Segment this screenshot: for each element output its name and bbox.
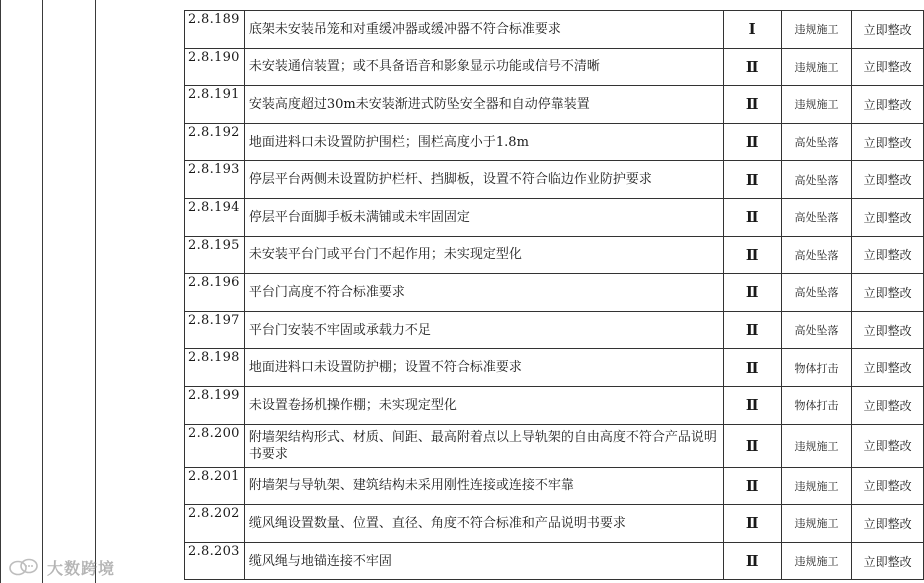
code-cell: 2.8.189 [185,11,245,49]
table-row [185,311,924,349]
action-cell: 立即整改 [852,424,924,467]
action-cell: 立即整改 [852,236,924,274]
table-row [185,386,924,424]
category-cell: 高处坠落 [781,236,852,274]
description-cell: 平台门安装不牢固或承载力不足 [244,311,723,349]
table-row [185,467,924,505]
table-row [185,236,924,274]
description-cell: 停层平台面脚手板未满铺或未牢固固定 [244,198,723,236]
hazard-level-cell: Ⅱ [723,274,781,312]
table-row [185,274,924,312]
table-row [185,542,924,580]
category-cell: 高处坠落 [781,311,852,349]
code-cell: 2.8.191 [185,86,245,124]
category-cell: 违规施工 [781,424,852,467]
category-cell: 高处坠落 [781,161,852,199]
category-cell: 高处坠落 [781,123,852,161]
code-cell: 2.8.192 [185,123,245,161]
action-cell: 立即整改 [852,349,924,387]
hazard-level-cell: Ⅱ [723,48,781,86]
code-cell: 2.8.201 [185,467,245,505]
table-row [185,505,924,543]
description-cell: 地面进料口未设置防护棚；设置不符合标准要求 [244,349,723,387]
code-cell: 2.8.203 [185,542,245,580]
hazard-level-cell: Ⅱ [723,161,781,199]
category-cell: 物体打击 [781,386,852,424]
hazard-level-cell: Ⅱ [723,424,781,467]
code-cell: 2.8.198 [185,349,245,387]
code-cell: 2.8.197 [185,311,245,349]
table-row [185,48,924,86]
category-cell: 高处坠落 [781,198,852,236]
description-cell: 底架未安装吊笼和对重缓冲器或缓冲器不符合标准要求 [244,11,723,49]
hazard-level-cell: Ⅱ [723,505,781,543]
left-border-line-1 [0,0,1,583]
code-cell: 2.8.200 [185,424,245,467]
hazard-level-cell: Ⅱ [723,86,781,124]
code-cell: 2.8.195 [185,236,245,274]
left-border-line-3 [95,0,96,583]
code-cell: 2.8.190 [185,48,245,86]
description-cell: 附墙架结构形式、材质、间距、最高附着点以上导轨架的自由高度不符合产品说明书要求 [244,424,723,467]
action-cell: 立即整改 [852,198,924,236]
chat-bubbles-icon [8,558,42,578]
description-cell: 附墙架与导轨架、建筑结构未采用刚性连接或连接不牢靠 [244,467,723,505]
left-border-line-2 [42,0,43,583]
category-cell: 违规施工 [781,86,852,124]
action-cell: 立即整改 [852,542,924,580]
code-cell: 2.8.194 [185,198,245,236]
description-cell: 地面进料口未设置防护围栏；围栏高度小于1.8m [244,123,723,161]
description-cell: 未安装平台门或平台门不起作用；未实现定型化 [244,236,723,274]
action-cell: 立即整改 [852,123,924,161]
description-cell: 缆风绳与地锚连接不牢固 [244,542,723,580]
table-row [185,123,924,161]
hazard-table-body [185,11,924,580]
description-cell: 停层平台两侧未设置防护栏杆、挡脚板，设置不符合临边作业防护要求 [244,161,723,199]
category-cell: 违规施工 [781,48,852,86]
hazard-level-cell: Ⅱ [723,386,781,424]
code-cell: 2.8.202 [185,505,245,543]
hazard-level-cell: Ⅱ [723,123,781,161]
code-cell: 2.8.199 [185,386,245,424]
hazard-level-cell: Ⅱ [723,198,781,236]
hazard-level-cell: Ⅰ [723,11,781,49]
action-cell: 立即整改 [852,48,924,86]
hazard-level-cell: Ⅱ [723,349,781,387]
table-row [185,198,924,236]
table-row [185,424,924,467]
action-cell: 立即整改 [852,311,924,349]
action-cell: 立即整改 [852,467,924,505]
category-cell: 违规施工 [781,11,852,49]
action-cell: 立即整改 [852,161,924,199]
code-cell: 2.8.193 [185,161,245,199]
description-cell: 未设置卷扬机操作棚；未实现定型化 [244,386,723,424]
category-cell: 高处坠落 [781,274,852,312]
table-row [185,86,924,124]
hazard-level-cell: Ⅱ [723,311,781,349]
action-cell: 立即整改 [852,11,924,49]
action-cell: 立即整改 [852,505,924,543]
hazard-table [184,10,924,580]
action-cell: 立即整改 [852,386,924,424]
category-cell: 违规施工 [781,467,852,505]
description-cell: 缆风绳设置数量、位置、直径、角度不符合标准和产品说明书要求 [244,505,723,543]
table-row [185,11,924,49]
action-cell: 立即整改 [852,274,924,312]
category-cell: 物体打击 [781,349,852,387]
description-cell: 平台门高度不符合标准要求 [244,274,723,312]
hazard-level-cell: Ⅱ [723,236,781,274]
description-cell: 安装高度超过30m未安装渐进式防坠安全器和自动停靠装置 [244,86,723,124]
hazard-level-cell: Ⅱ [723,542,781,580]
code-cell: 2.8.196 [185,274,245,312]
watermark [8,556,115,579]
action-cell: 立即整改 [852,86,924,124]
table-row [185,349,924,387]
table-row [185,161,924,199]
hazard-level-cell: Ⅱ [723,467,781,505]
watermark-text: 大数跨境 [47,559,116,578]
category-cell: 违规施工 [781,542,852,580]
category-cell: 违规施工 [781,505,852,543]
description-cell: 未安装通信装置；或不具备语音和影象显示功能或信号不清晰 [244,48,723,86]
